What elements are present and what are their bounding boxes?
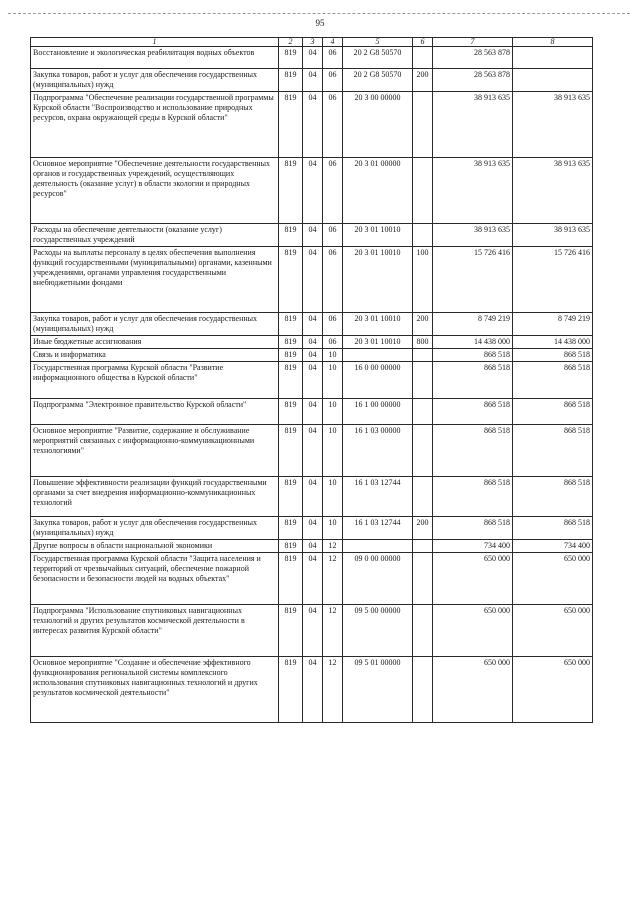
header-cell: 3 [303,38,323,47]
expense-name-cell: Расходы на выплаты персоналу в целях обеспечения выполнения функций государственными (муниципальными) органами, казенными учреждениями, органами управления государственными внебюджетными фондами [31,247,279,313]
rz-code-cell: 04 [303,517,323,540]
amount-col7-cell: 734 400 [433,540,513,553]
csr-code-cell: 09 5 00 00000 [343,605,413,657]
table-row [31,92,593,158]
table-row [31,425,593,477]
csr-code-cell: 16 1 03 12744 [343,477,413,517]
gr-code-cell: 819 [279,47,303,69]
csr-code-cell [343,349,413,362]
header-cell: 7 [433,38,513,47]
budget-table [30,37,593,723]
amount-col7-cell: 38 913 635 [433,92,513,158]
expense-name-cell: Закупка товаров, работ и услуг для обеспечения государственных (муниципальных) нужд [31,517,279,540]
gr-code-cell: 819 [279,657,303,723]
pr-code-cell: 10 [323,425,343,477]
pr-code-cell: 06 [323,92,343,158]
pr-code-cell: 10 [323,362,343,399]
amount-col7-cell: 650 000 [433,553,513,605]
rz-code-cell: 04 [303,657,323,723]
vr-code-cell [413,425,433,477]
gr-code-cell: 819 [279,425,303,477]
gr-code-cell: 819 [279,605,303,657]
gr-code-cell: 819 [279,69,303,92]
amount-col7-cell: 8 749 219 [433,313,513,336]
amount-col8-cell: 734 400 [513,540,593,553]
expense-name-cell: Государственная программа Курской области "Защита населения и территорий от чрезвычайных ситуаций, обеспечение пожарной безопасности и безопасности людей на водных объектах" [31,553,279,605]
rz-code-cell: 04 [303,477,323,517]
table-row [31,158,593,224]
rz-code-cell: 04 [303,69,323,92]
table-row [31,336,593,349]
expense-name-cell: Подпрограмма "Электронное правительство Курской области" [31,399,279,425]
csr-code-cell: 16 1 03 00000 [343,425,413,477]
amount-col7-cell: 650 000 [433,657,513,723]
pr-code-cell: 12 [323,553,343,605]
expense-name-cell: Подпрограмма "Использование спутниковых навигационных технологий и других результатов космической деятельности в интересах развития Курской области" [31,605,279,657]
pr-code-cell: 06 [323,158,343,224]
table-row [31,247,593,313]
amount-col7-cell: 868 518 [433,425,513,477]
rz-code-cell: 04 [303,605,323,657]
csr-code-cell: 09 0 00 00000 [343,553,413,605]
csr-code-cell: 20 3 01 10010 [343,247,413,313]
amount-col7-cell: 28 563 878 [433,47,513,69]
amount-col7-cell: 868 518 [433,399,513,425]
expense-name-cell: Основное мероприятие "Развитие, содержание и обслуживание мероприятий связанных с информационно-коммуникационными технологиями" [31,425,279,477]
gr-code-cell: 819 [279,362,303,399]
pr-code-cell: 12 [323,605,343,657]
amount-col7-cell: 868 518 [433,349,513,362]
vr-code-cell [413,349,433,362]
pr-code-cell: 06 [323,69,343,92]
gr-code-cell: 819 [279,313,303,336]
vr-code-cell: 100 [413,247,433,313]
expense-name-cell: Основное мероприятие "Обеспечение деятельности государственных органов и государственных учреждений, осуществляющих деятельность (оказание услуг) в области экологии и природных ресурсов" [31,158,279,224]
amount-col8-cell: 868 518 [513,517,593,540]
amount-col8-cell: 14 438 000 [513,336,593,349]
expense-name-cell: Иные бюджетные ассигнования [31,336,279,349]
rz-code-cell: 04 [303,336,323,349]
gr-code-cell: 819 [279,553,303,605]
csr-code-cell: 20 2 G8 50570 [343,47,413,69]
expense-name-cell: Связь и информатика [31,349,279,362]
header-cell: 5 [343,38,413,47]
table-row [31,605,593,657]
pr-code-cell: 10 [323,349,343,362]
amount-col8-cell: 868 518 [513,349,593,362]
vr-code-cell [413,605,433,657]
csr-code-cell: 09 5 01 00000 [343,657,413,723]
pr-code-cell: 06 [323,224,343,247]
pr-code-cell: 06 [323,247,343,313]
vr-code-cell: 200 [413,69,433,92]
expense-name-cell: Другие вопросы в области национальной экономики [31,540,279,553]
rz-code-cell: 04 [303,399,323,425]
csr-code-cell: 20 3 01 10010 [343,313,413,336]
amount-col8-cell: 8 749 219 [513,313,593,336]
header-cell: 8 [513,38,593,47]
table-row [31,477,593,517]
pr-code-cell: 10 [323,399,343,425]
vr-code-cell [413,553,433,605]
amount-col7-cell: 38 913 635 [433,224,513,247]
pr-code-cell: 06 [323,313,343,336]
vr-code-cell [413,540,433,553]
csr-code-cell: 20 3 01 00000 [343,158,413,224]
rz-code-cell: 04 [303,247,323,313]
table-row [31,540,593,553]
rz-code-cell: 04 [303,313,323,336]
rz-code-cell: 04 [303,553,323,605]
gr-code-cell: 819 [279,158,303,224]
amount-col8-cell: 38 913 635 [513,158,593,224]
table-row [31,47,593,69]
rz-code-cell: 04 [303,425,323,477]
amount-col7-cell: 868 518 [433,362,513,399]
scan-artifact-line [8,13,630,14]
amount-col7-cell: 15 726 416 [433,247,513,313]
vr-code-cell: 200 [413,313,433,336]
rz-code-cell: 04 [303,158,323,224]
amount-col7-cell: 868 518 [433,517,513,540]
amount-col8-cell: 650 000 [513,553,593,605]
expense-name-cell: Закупка товаров, работ и услуг для обеспечения государственных (муниципальных) нужд [31,69,279,92]
vr-code-cell [413,224,433,247]
amount-col7-cell: 28 563 878 [433,69,513,92]
rz-code-cell: 04 [303,47,323,69]
header-cell: 1 [31,38,279,47]
amount-col8-cell: 868 518 [513,399,593,425]
amount-col8-cell: 38 913 635 [513,224,593,247]
pr-code-cell: 12 [323,657,343,723]
table-row [31,657,593,723]
amount-col8-cell: 868 518 [513,425,593,477]
amount-col7-cell: 14 438 000 [433,336,513,349]
csr-code-cell [343,540,413,553]
csr-code-cell: 16 1 00 00000 [343,399,413,425]
amount-col7-cell: 650 000 [433,605,513,657]
gr-code-cell: 819 [279,349,303,362]
table-row [31,313,593,336]
vr-code-cell [413,399,433,425]
vr-code-cell [413,362,433,399]
expense-name-cell: Закупка товаров, работ и услуг для обеспечения государственных (муниципальных) нужд [31,313,279,336]
vr-code-cell: 200 [413,517,433,540]
rz-code-cell: 04 [303,349,323,362]
header-cell: 2 [279,38,303,47]
csr-code-cell: 20 3 01 10010 [343,336,413,349]
table-row [31,517,593,540]
gr-code-cell: 819 [279,247,303,313]
amount-col8-cell [513,47,593,69]
gr-code-cell: 819 [279,477,303,517]
expense-name-cell: Восстановление и экологическая реабилитация водных объектов [31,47,279,69]
table-header-row [31,38,593,47]
expense-name-cell: Основное мероприятие "Создание и обеспечение эффективного функционирования региональной системы комплексного использования спутниковых навигационных технологий и других результатов космической деятельности" [31,657,279,723]
csr-code-cell: 16 1 03 12744 [343,517,413,540]
vr-code-cell [413,477,433,517]
vr-code-cell: 800 [413,336,433,349]
gr-code-cell: 819 [279,92,303,158]
expense-name-cell: Повышение эффективности реализации функций государственными органами за счет внедрения информационно-коммуникационных технологий [31,477,279,517]
amount-col8-cell: 38 913 635 [513,92,593,158]
amount-col8-cell: 650 000 [513,657,593,723]
pr-code-cell: 06 [323,336,343,349]
csr-code-cell: 20 3 01 10010 [343,224,413,247]
pr-code-cell: 12 [323,540,343,553]
vr-code-cell [413,92,433,158]
table-row [31,399,593,425]
vr-code-cell [413,657,433,723]
table-row [31,349,593,362]
table-row [31,362,593,399]
table-row [31,224,593,247]
csr-code-cell: 20 2 G8 50570 [343,69,413,92]
amount-col7-cell: 38 913 635 [433,158,513,224]
page-number: 95 [315,18,325,28]
pr-code-cell: 10 [323,477,343,517]
expense-name-cell: Подпрограмма "Обеспечение реализации государственной программы Курской области "Воспроизводство и использование природных ресурсов, охрана окружающей среды в Курской области" [31,92,279,158]
header-cell: 6 [413,38,433,47]
table-row [31,553,593,605]
csr-code-cell: 20 3 00 00000 [343,92,413,158]
amount-col8-cell [513,69,593,92]
pr-code-cell: 06 [323,47,343,69]
gr-code-cell: 819 [279,517,303,540]
pr-code-cell: 10 [323,517,343,540]
gr-code-cell: 819 [279,224,303,247]
amount-col8-cell: 868 518 [513,362,593,399]
expense-name-cell: Государственная программа Курской области "Развитие информационного общества в Курской области" [31,362,279,399]
gr-code-cell: 819 [279,540,303,553]
gr-code-cell: 819 [279,336,303,349]
rz-code-cell: 04 [303,540,323,553]
vr-code-cell [413,47,433,69]
rz-code-cell: 04 [303,362,323,399]
gr-code-cell: 819 [279,399,303,425]
expense-name-cell: Расходы на обеспечение деятельности (оказание услуг) государственных учреждений [31,224,279,247]
amount-col8-cell: 15 726 416 [513,247,593,313]
table-row [31,69,593,92]
vr-code-cell [413,158,433,224]
header-cell: 4 [323,38,343,47]
rz-code-cell: 04 [303,92,323,158]
amount-col7-cell: 868 518 [433,477,513,517]
amount-col8-cell: 868 518 [513,477,593,517]
rz-code-cell: 04 [303,224,323,247]
csr-code-cell: 16 0 00 00000 [343,362,413,399]
amount-col8-cell: 650 000 [513,605,593,657]
